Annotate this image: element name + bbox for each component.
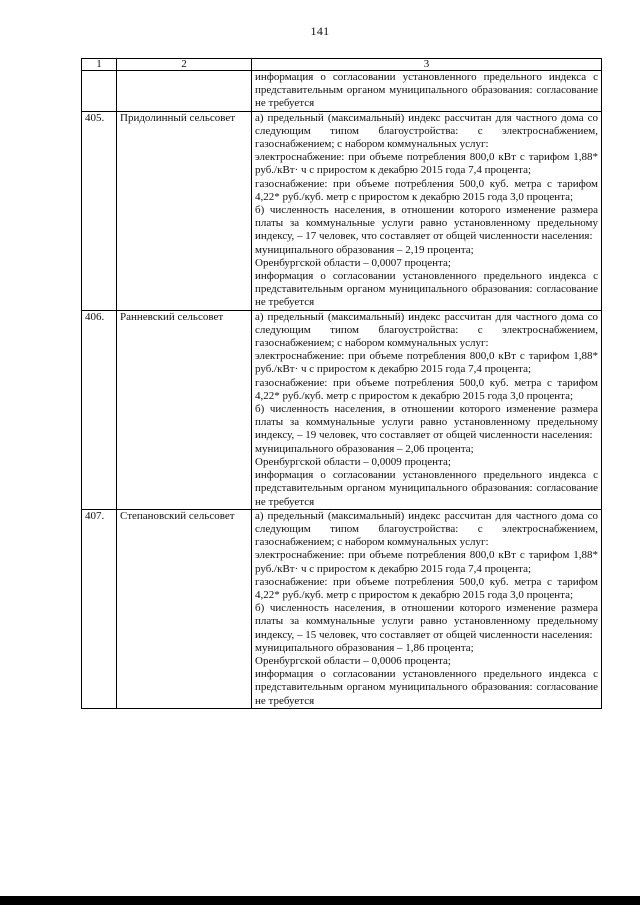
municipal-share: муниципального образования – 2,06 процента; xyxy=(255,442,474,455)
column-header-2: 2 xyxy=(117,59,252,71)
approval-info: информация о согласовании установленного предельного индекса с представительным органом муниципального образования: согласование не требуется xyxy=(255,668,598,707)
continuation-num-cell xyxy=(82,71,117,112)
electricity-line: электроснабжение: при объеме потребления 800,0 кВт с тарифом 1,88* руб./кВт· ч с приростом к декабрю 2015 года 7,4 процента; xyxy=(255,151,598,177)
row-number: 405. xyxy=(82,111,117,310)
settlement-name: Степановский сельсовет xyxy=(117,509,252,708)
municipal-share: муниципального образования – 2,19 процента; xyxy=(255,243,474,256)
scan-border-bar xyxy=(0,896,640,905)
settlement-name: Ранневский сельсовет xyxy=(117,310,252,509)
index-item-b: б) численность населения, в отношении которого изменение размера платы за коммунальные услуги равно установленному предельному индексу, – 15 человек, что составляет от общей численности населения: xyxy=(255,602,598,641)
table-row xyxy=(82,509,602,708)
electricity-line: электроснабжение: при объеме потребления 800,0 кВт с тарифом 1,88* руб./кВт· ч с приростом к декабрю 2015 года 7,4 процента; xyxy=(255,549,598,575)
table-row xyxy=(82,111,602,310)
continuation-text-cell xyxy=(252,71,602,112)
row-number: 406. xyxy=(82,310,117,509)
settlement-name: Придолинный сельсовет xyxy=(117,111,252,310)
continuation-name-cell xyxy=(117,71,252,112)
gas-line: газоснабжение: при объеме потребления 500,0 куб. метра с тарифом 4,22* руб./куб. метр с приростом к декабрю 2015 года 3,0 процента; xyxy=(255,575,598,601)
continuation-row xyxy=(82,71,602,112)
continuation-info-text: информация о согласовании установленного предельного индекса с представительным органом муниципального образования: согласование не требуется xyxy=(255,71,598,110)
gas-line: газоснабжение: при объеме потребления 500,0 куб. метра с тарифом 4,22* руб./куб. метр с приростом к декабрю 2015 года 3,0 процента; xyxy=(255,376,598,402)
municipal-share: муниципального образования – 1,86 процента; xyxy=(255,641,474,654)
header-row xyxy=(82,59,602,71)
region-share: Оренбургской области – 0,0006 процента; xyxy=(255,654,451,667)
index-details xyxy=(252,509,602,708)
table-row xyxy=(82,310,602,509)
index-item-b: б) численность населения, в отношении которого изменение размера платы за коммунальные услуги равно установленному предельному индексу, – 17 человек, что составляет от общей численности населения: xyxy=(255,204,598,243)
page-number: 141 xyxy=(310,24,330,38)
row-number: 407. xyxy=(82,509,117,708)
region-share: Оренбургской области – 0,0009 процента; xyxy=(255,455,451,468)
electricity-line: электроснабжение: при объеме потребления 800,0 кВт с тарифом 1,88* руб./кВт· ч с приростом к декабрю 2015 года 7,4 процента; xyxy=(255,350,598,376)
tariff-table xyxy=(81,58,602,709)
index-item-a: а) предельный (максимальный) индекс рассчитан для частного дома со следующим типом благоустройства: с электроснабжением, газоснабжением; с набором коммунальных услуг: xyxy=(255,310,598,350)
gas-line: газоснабжение: при объеме потребления 500,0 куб. метра с тарифом 4,22* руб./куб. метр с приростом к декабрю 2015 года 3,0 процента; xyxy=(255,177,598,203)
index-item-a: а) предельный (максимальный) индекс рассчитан для частного дома со следующим типом благоустройства: с электроснабжением, газоснабжением; с набором коммунальных услуг: xyxy=(255,509,598,549)
approval-info: информация о согласовании установленного предельного индекса с представительным органом муниципального образования: согласование не требуется xyxy=(255,270,598,309)
index-details xyxy=(252,111,602,310)
column-header-3: 3 xyxy=(252,59,602,71)
region-share: Оренбургской области – 0,0007 процента; xyxy=(255,256,451,269)
index-item-a: а) предельный (максимальный) индекс рассчитан для частного дома со следующим типом благоустройства: с электроснабжением, газоснабжением; с набором коммунальных услуг: xyxy=(255,111,598,151)
column-header-1: 1 xyxy=(82,59,117,71)
index-details xyxy=(252,310,602,509)
approval-info: информация о согласовании установленного предельного индекса с представительным органом муниципального образования: согласование не требуется xyxy=(255,469,598,508)
index-item-b: б) численность населения, в отношении которого изменение размера платы за коммунальные услуги равно установленному предельному индексу, – 19 человек, что составляет от общей численности населения: xyxy=(255,403,598,442)
